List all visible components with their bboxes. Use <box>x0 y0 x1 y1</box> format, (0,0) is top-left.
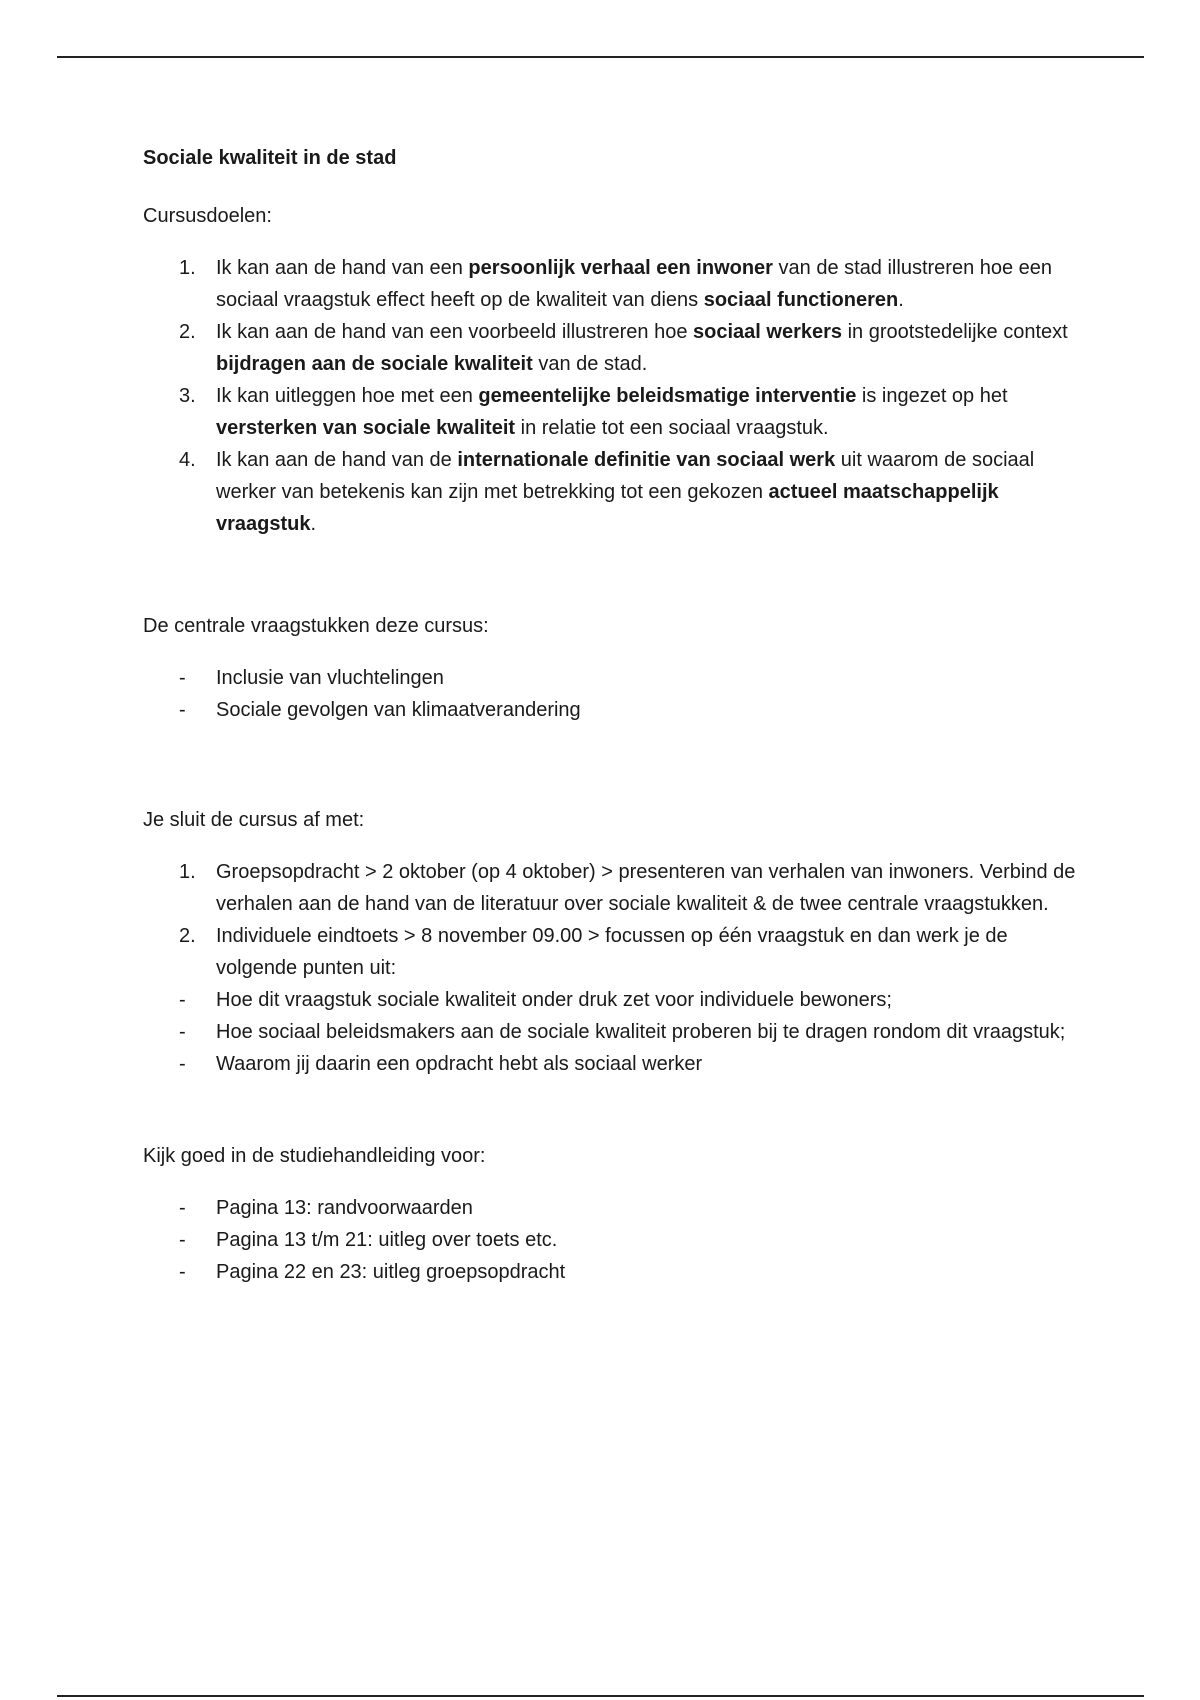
document-title: Sociale kwaliteit in de stad <box>143 147 397 169</box>
dash-bullet: - <box>179 667 186 689</box>
goal-number: 2. <box>179 321 196 343</box>
issues-heading: De centrale vraagstukken deze cursus: <box>143 615 489 637</box>
goal-number: 1. <box>179 257 196 279</box>
finish-marker: 2. <box>179 925 196 947</box>
dash-bullet: - <box>179 699 186 721</box>
goal-number: 4. <box>179 449 196 471</box>
guide-item: - Pagina 13 t/m 21: uitleg over toets etc. <box>143 1224 1083 1256</box>
goals-heading: Cursusdoelen: <box>143 205 272 227</box>
document-body <box>143 140 1083 1288</box>
finish-item: - Hoe dit vraagstuk sociale kwaliteit onder druk zet voor individuele bewoners; <box>143 984 1083 1016</box>
finish-item: 2. Individuele eindtoets > 8 november 09.00 > focussen op één vraagstuk en dan werk je de volgende punten uit: <box>143 920 1083 984</box>
guide-item: - Pagina 22 en 23: uitleg groepsopdracht <box>143 1256 1083 1288</box>
goal-text: Ik kan aan de hand van een persoonlijk verhaal een inwoner van de stad illustreren hoe een sociaal vraagstuk effect heeft op de kwaliteit van diens sociaal functioneren. <box>216 257 1053 311</box>
dash-bullet: - <box>179 1261 186 1283</box>
finish-marker: 1. <box>179 861 196 883</box>
goal-text: Ik kan aan de hand van een voorbeeld illustreren hoe sociaal werkers in grootstedelijke context bijdragen aan de sociale kwaliteit van de stad. <box>216 321 1068 375</box>
goal-item <box>143 252 1083 316</box>
finish-item: - Waarom jij daarin een opdracht hebt als sociaal werker <box>143 1048 1083 1080</box>
finish-list <box>143 856 1083 1080</box>
goal-text: Ik kan uitleggen hoe met een gemeentelijke beleidsmatige interventie is ingezet op het versterken van sociale kwaliteit in relatie tot een sociaal vraagstuk. <box>216 385 1008 439</box>
goal-item <box>143 316 1083 380</box>
finish-marker: - <box>179 989 186 1011</box>
finish-item: - Hoe sociaal beleidsmakers aan de sociale kwaliteit proberen bij te dragen rondom dit vraagstuk; <box>143 1016 1083 1048</box>
dash-bullet: - <box>179 1229 186 1251</box>
goal-text: Ik kan aan de hand van de internationale definitie van sociaal werk uit waarom de sociaal werker van betekenis kan zijn met betrekking tot een gekozen actueel maatschappelijk vraagstuk. <box>216 449 1035 535</box>
goal-number: 3. <box>179 385 196 407</box>
guide-list <box>143 1192 1083 1288</box>
guide-item: - Pagina 13: randvoorwaarden <box>143 1192 1083 1224</box>
goal-item <box>143 380 1083 444</box>
issues-list <box>143 662 1083 726</box>
finish-heading: Je sluit de cursus af met: <box>143 809 365 831</box>
goals-list <box>143 252 1083 540</box>
dash-bullet: - <box>179 1197 186 1219</box>
finish-marker: - <box>179 1021 186 1043</box>
goal-item <box>143 444 1083 540</box>
finish-marker: - <box>179 1053 186 1075</box>
guide-heading: Kijk goed in de studiehandleiding voor: <box>143 1145 486 1167</box>
issue-item: - Inclusie van vluchtelingen <box>143 662 1083 694</box>
issue-item: - Sociale gevolgen van klimaatverandering <box>143 694 1083 726</box>
header-rule <box>57 56 1144 58</box>
finish-item: 1. Groepsopdracht > 2 oktober (op 4 oktober) > presenteren van verhalen van inwoners. Verbind de verhalen aan de hand van de literatuur over sociale kwaliteit & de twee centrale vraagstukken. <box>143 856 1083 920</box>
footer-rule <box>57 1695 1144 1697</box>
